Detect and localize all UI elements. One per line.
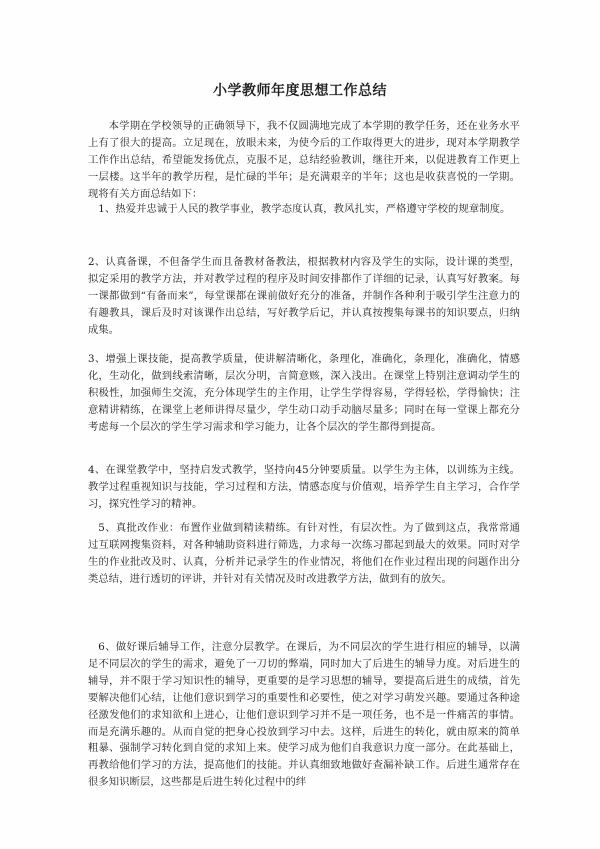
paragraph-item-1: 1、热爱并忠诚于人民的教学事业，教学态度认真，教风扎实，严格遵守学校的规章制度。 xyxy=(98,203,511,215)
paragraph-item-2: 2、认真备课，不但备学生而且备教材备教法，根据教材内容及学生的实际，设计课的类型，拟定采用的教学方法，并对教学过程的程序及时间安排都作了详细的记录，认真写好教案。每一课都做到“有备而来”，每堂课都在课前做好充分的准备，并制作各种利于吸引学生注意力的有趣教具，课后及时对该课作出总结，写好教学后记，并认真按搜集每课书的知识要点，归纳成集。 xyxy=(88,256,520,336)
paragraph-intro: 本学期在学校领导的正确领导下，我不仅圆满地完成了本学期的教学任务，还在业务水平上有了很大的提高。立足现在，放眼未来，为使今后的工作取得更大的进步，现对本学期教学工作作出总结，希望能发扬优点，克服不足，总结经验教训，继往开来，以促进教育工作更上一层楼。这半年的教学历程，是忙碌的半年；是充满艰辛的半年；这也是收获喜悦的一学期。现将有关方面总结如下： xyxy=(88,120,520,200)
paragraph-item-5: 5、真批改作业：布置作业做到精读精练。有针对性，有层次性。为了做到这点，我常常通过互联网搜集资料，对各种辅助资料进行筛选，力求每一次练习都起到最大的效果。同时对学生的作业批改及时、认真，分析并记录学生的作业情况，将他们在作业过程出现的问题作出分类总结，进行透切的评讲，并针对有关情况及时改进教学方法，做到有的放矢。 xyxy=(88,522,520,585)
paragraph-item-3: 3、增强上课技能，提高教学质量，使讲解清晰化，条理化，准确化，条理化，准确化，情感化，生动化，做到线索清晰，层次分明，言简意赅，深入浅出。在课堂上特别注意调动学生的积极性，加强师生交流，充分体现学生的主作用，让学生学得容易，学得轻松，学得愉快；注意精讲精练，在课堂上老师讲得尽量少，学生动口动手动脑尽量多；同时在每一堂课上都充分考虑每一个层次的学生学习需求和学习能力，让各个层次的学生都得到提高。 xyxy=(88,353,520,433)
document-title: 小学教师年度思想工作总结 xyxy=(213,83,387,99)
paragraph-item-4: 4、在课堂教学中，坚持启发式教学，坚持向45分钟要质量。以学生为主体，以训练为主线。教学过程重视知识与技能，学习过程和方法，情感态度与价值观，培养学生自主学习，合作学习，探究性学习的精神。 xyxy=(88,464,520,510)
paragraph-item-6: 6、做好课后辅导工作，注意分层教学。在课后，为不同层次的学生进行相应的辅导，以满足不同层次的学生的需求，避免了一刀切的弊端，同时加大了后进生的辅导力度。对后进生的辅导，并不限于学习知识性的辅导，更重要的是学习思想的辅导，要提高后进生的成绩，首先要解决他们心结，让他们意识到学习的重要性和必要性，使之对学习萌发兴趣。要通过各种途径激发他们的求知欲和上进心，让他们意识到学习并不是一项任务，也不是一件痛苦的事情。而是充满乐趣的。从而自觉的把身心投放到学习中去。这样，后进生的转化，就由原来的简单粗暴、强制学习转化到自觉的求知上来。使学习成为他们自我意识力度一部分。在此基础上，再教给他们学习的方法，提高他们的技能。并认真细致地做好查漏补缺工作。后进生通常存在很多知识断层，这些都是后进生转化过程中的绊 xyxy=(88,641,520,789)
